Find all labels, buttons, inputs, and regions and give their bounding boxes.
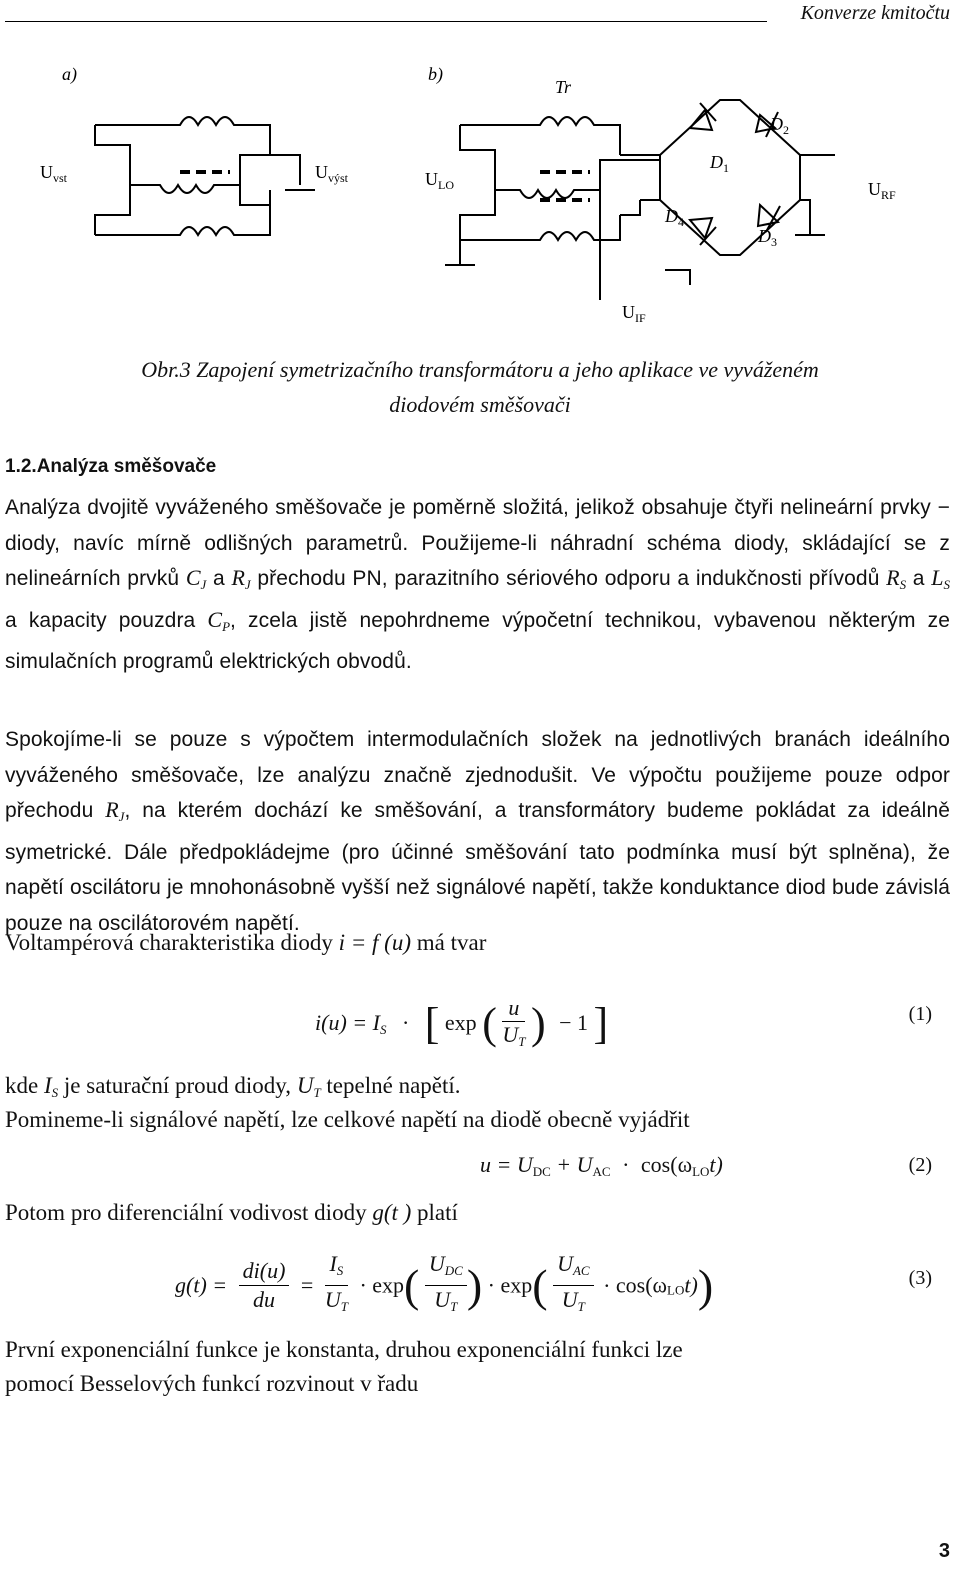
potom-formula: g(t ) <box>372 1200 412 1225</box>
wire-b-if <box>600 190 640 300</box>
paragraph-2-text-a: Spokojíme-li se pouze s výpočtem intermodulačních složek na jednotlivých branách ideálního vyváženého směšovače, lze analýzu značně zjednodušit. Ve výpočtu použijeme pouze odpor přechodu <box>5 728 950 823</box>
running-head: Konverze kmitočtu <box>800 2 950 24</box>
label-tr: Tr <box>555 77 572 97</box>
svg-text:D2 <box>769 114 789 137</box>
label-ulo: U <box>425 169 438 189</box>
section-heading: 1.2.Analýza směšovače <box>5 456 217 477</box>
eq1-dot: · <box>401 1010 410 1036</box>
svg-text:UIF <box>622 302 646 325</box>
coil-a-mid <box>95 125 270 193</box>
wire-a-left <box>95 185 130 235</box>
wire-a-out <box>270 155 300 185</box>
label-a: a) <box>62 64 77 84</box>
paragraph-1-intro: Analýza dvojitě vyváženého směšovače je poměrně složitá, jelikož obsahuje čtyři nelineární prvky − diody, navíc mírně odlišných parametrů. <box>5 496 950 555</box>
header-rule <box>5 21 767 22</box>
label-d3-sub: 3 <box>771 235 777 249</box>
pomineme-line: Pomineme-li signálové napětí, lze celkové napětí na diodě obecně vyjádřit <box>5 1107 690 1132</box>
equation-1-number: (1) <box>908 1003 932 1025</box>
coil-b-bottom <box>460 215 620 240</box>
svg-text:ULO <box>425 169 454 192</box>
coil-b-mid <box>460 125 660 198</box>
paragraph-1-text-a: Použijeme-li náhradní schéma diody, skládající se z nelineárních prvků <box>5 531 950 591</box>
symbol-is: $I_S$ <box>43 1073 59 1100</box>
symbol-cp: $C_P$ <box>207 606 231 634</box>
bridge-wire-top <box>620 100 835 155</box>
closing-line-2: pomocí Besselových funkcí rozvinout v řadu <box>5 1371 419 1396</box>
paragraph-2 <box>5 722 950 942</box>
equation-3-number: (3) <box>908 1267 932 1289</box>
label-ulo-sub: LO <box>438 178 454 192</box>
symbol-rj: $R_J$ <box>231 565 251 593</box>
label-uvst-sub: vst <box>53 171 68 185</box>
symbol-ut: $U_T$ <box>296 1073 321 1100</box>
ground-a <box>270 190 315 205</box>
wire-b-left <box>445 190 495 265</box>
potom-line: Potom pro diferenciální vodivost diody g(t ) platí <box>5 1200 458 1225</box>
eq1-minus-one: − 1 <box>559 1010 589 1036</box>
closing-line-1: První exponenciální funkce je konstanta, druhou exponenciální funkci lze <box>5 1337 683 1362</box>
label-d2: D <box>770 114 783 134</box>
label-d1-sub: 1 <box>723 161 729 175</box>
svg-text:D4 <box>664 206 684 229</box>
paragraph-2-text-b: , na kterém dochází ke směšování, a transformátory budeme pokládat za ideálně symetrické. Dále předpokládejme (pro účinné směšování tato podmínka musí být splněna), že napětí oscilátoru je mnohonásobně vyšší než signálové napětí, takže konduktance diod bude závislá pouze na oscilátorovém napětí. <box>5 799 950 935</box>
eq1-lhs: i(u) = I <box>315 1010 380 1036</box>
symbol-cj: $C_J$ <box>185 565 207 593</box>
svg-text:D1 <box>709 152 729 175</box>
eq1-exp: exp <box>444 1010 477 1036</box>
svg-text:Uvst <box>40 162 68 185</box>
ground-b-if <box>665 270 690 285</box>
label-d3: D <box>758 226 771 246</box>
label-b: b) <box>428 64 443 84</box>
svg-text:D3 <box>757 226 777 249</box>
paragraph-1-text-d: a <box>906 567 932 591</box>
symbol-ls: $L_S$ <box>931 565 951 593</box>
label-urf: U <box>868 179 881 199</box>
equation-2: $u = U_{DC} + U_{AC} \cdot \cos(\omega_{LO}t)$ <box>480 1152 723 1179</box>
circuit-diagram <box>0 40 960 340</box>
coil-a-bottom <box>95 205 270 235</box>
equation-2-number: (2) <box>908 1154 932 1176</box>
bridge-wire-cross <box>660 155 800 200</box>
label-d4-sub: 4 <box>678 215 684 229</box>
paragraph-1-text-f: , zcela jistě nepohrdneme výpočetní technikou, vybavenou některým ze simulačních programů elektrických obvodů. <box>5 608 950 674</box>
label-uvyst-sub: výst <box>328 171 349 185</box>
label-uvyst: U <box>315 162 328 182</box>
label-d1: D <box>710 152 723 172</box>
label-uvst: U <box>40 162 53 182</box>
va-formula: i = f (u) <box>338 930 411 955</box>
symbol-rj-2: $R_J$ <box>105 797 125 825</box>
eq1-den: U <box>502 1022 519 1047</box>
paragraph-1-text-b: a <box>206 567 232 591</box>
equation-1: $i(u) = I_S$ · [ exp ( $\frac{u}{U_T}$ ) − 1 ] <box>315 995 609 1049</box>
eq1-num: u <box>502 995 525 1022</box>
symbol-rs: $R_S$ <box>886 565 907 593</box>
kde-line: kde $I_S$ je saturační proud diody, $U_T$ tepelné napětí. <box>5 1073 461 1100</box>
svg-text:URF <box>868 179 896 202</box>
label-uif-sub: IF <box>635 311 646 325</box>
va-line: Voltampérová charakteristika diody i = f (u) má tvar <box>5 930 487 955</box>
wire-a-right <box>240 185 270 205</box>
paragraph-1 <box>5 490 950 680</box>
equation-3: g(t) = $\frac{di(u)}{du}$ = $\frac{I_S}{U_T}$ · exp( $U_{DC}$ $U_T$ ) · exp( $U_{AC}$ $U_T$ · $\cos(\omega_{LO}t)$) <box>175 1251 714 1314</box>
paragraph-1-text-c: přechodu PN, parazitního sériového odporu a indukčnosti přívodů <box>250 567 887 591</box>
label-d4: D <box>665 206 678 226</box>
paragraph-1-text-e: a kapacity pouzdra <box>5 608 208 632</box>
coil-a-top-left <box>95 117 270 155</box>
figure-caption-line2: diodovém směšovači <box>389 392 571 417</box>
page-number: 3 <box>938 1540 950 1562</box>
figure-caption-line1: Obr.3 Zapojení symetrizačního transformátoru a jeho aplikace ve vyváženém <box>141 357 819 382</box>
label-uif: U <box>622 302 635 322</box>
label-urf-sub: RF <box>881 188 896 202</box>
label-d2-sub: 2 <box>783 123 789 137</box>
svg-text:Uvýst <box>315 162 349 185</box>
